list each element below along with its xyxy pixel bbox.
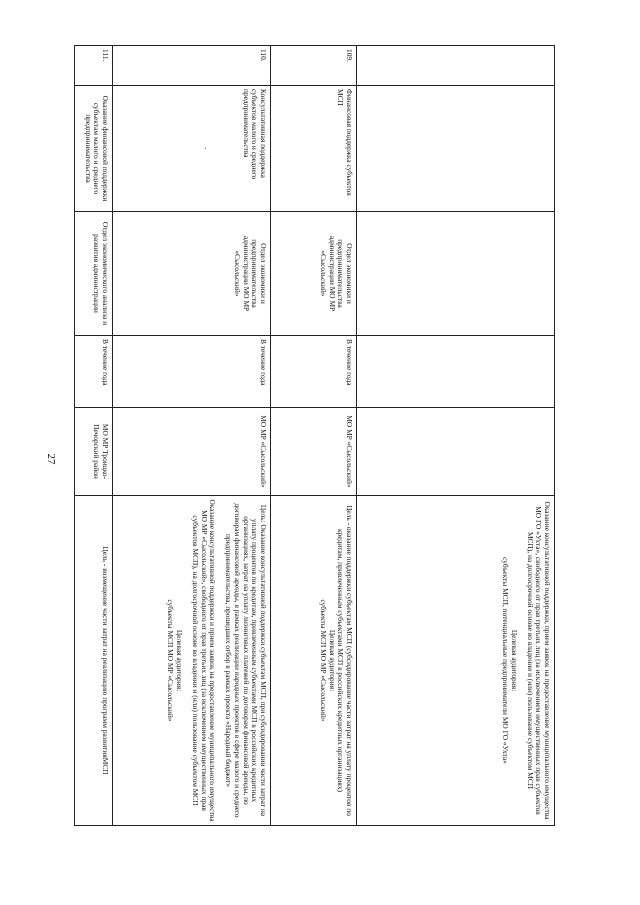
content-cell [113,496,271,826]
content-paragraph: Цель - возмещение части затрат на реализацию программ развитияМСП [101,546,110,775]
measures-table [74,45,555,826]
executor-cell [357,212,555,336]
content-paragraph: субъекты МСП МО МР «Сысольский» [166,599,176,722]
content-cell [357,496,555,826]
executor-cell: Отдел экономики и предпринимательства администрации МО МР «Сысольский» [113,212,271,336]
territory-cell: МО МР «Сысольский» [113,408,271,496]
rotated-page-content [75,45,555,825]
row-number: 109. [271,46,357,86]
content-paragraph: Целевая аудитория: [175,629,185,692]
term-cell: В течение года [113,336,271,408]
executor-cell: Отдел экономики и предпринимательства администрации МО МР «Сысольский» [271,212,357,336]
executor-cell: Отдел экономического анализа и развития администрации [75,212,113,336]
content-cell [75,496,113,826]
territory-cell [357,408,555,496]
table-row [357,46,555,826]
row-number: 111. [75,46,113,86]
term-cell: В течение года [271,336,357,408]
table-row [113,46,271,826]
content-paragraph: Оказание консультативной поддержки, прием заявок на предоставление муниципального имущества МО ГО «Ухта», свободного от прав третьих лиц (за исключением имущественных прав субъектов МСП), на долгосрочной основе во владении и (или) пользование субъектом МСП [525,501,552,820]
table-row [271,46,357,826]
event-text: Консультативная поддержка субъектов малого и среднего предпринимательства [241,89,268,180]
content-paragraph: Целевая аудитория: [327,629,337,692]
event-cell: Оказание финансовой поддержки субъектам малого и среднего предпринимательства [75,86,113,212]
content-paragraph: Оказание консультативной поддержки и прием заявок на предоставление муниципального имущества МО МР «Сысольский», свободного от прав третьих лиц (за исключением имущественных прав субъектов МСП), на долгосрочной основе во владении и (или) пользование субъектом МСП [190,499,218,822]
event-cell: Финансовая поддержка субъектов МСП [271,86,357,212]
content-paragraph: Цель: Оказание консультативной поддержки субъектам МСП, при субсидировании части затрат на уплату процентов по кредитам, привлеченным субъектами МСП в российских кредитных организациях, затрат на уплату лизинговых платежей по договорам финансовой аренды, по договорам финансовой аренды, в рамках реализации народных проектов в сфере малого и среднего предпринимательства, прошедших отбор в рамках проекта «Народный бюджет» [224,503,268,818]
territory-cell: МО МР «Сысольский» [271,408,357,496]
content-paragraph: Целевая аудитория: [509,629,519,692]
event-cell [113,86,271,212]
page-number: 27 [45,453,57,465]
term-cell: В течение года [75,336,113,408]
content-cell [271,496,357,826]
territory-cell: МО МР Троицко-Печорский район [75,408,113,496]
term-cell [357,336,555,408]
row-number: 110. [113,46,271,86]
row-number [357,46,555,86]
event-cell [357,86,555,212]
content-paragraph: Цель - оказание поддержки субъектам МСП (субсидирование части затрат на уплату процентов по кредитам, привлеченным субъектами МСП в российских кредитных организациях) [336,505,354,816]
content-paragraph: субъекты МСП МО МР «Сысольский» [318,599,328,722]
stray-mark: . [202,147,212,150]
table-row [75,46,113,826]
content-paragraph: субъекты МСП, потенциальные предприниматели МО ГО «Ухта» [501,557,511,764]
